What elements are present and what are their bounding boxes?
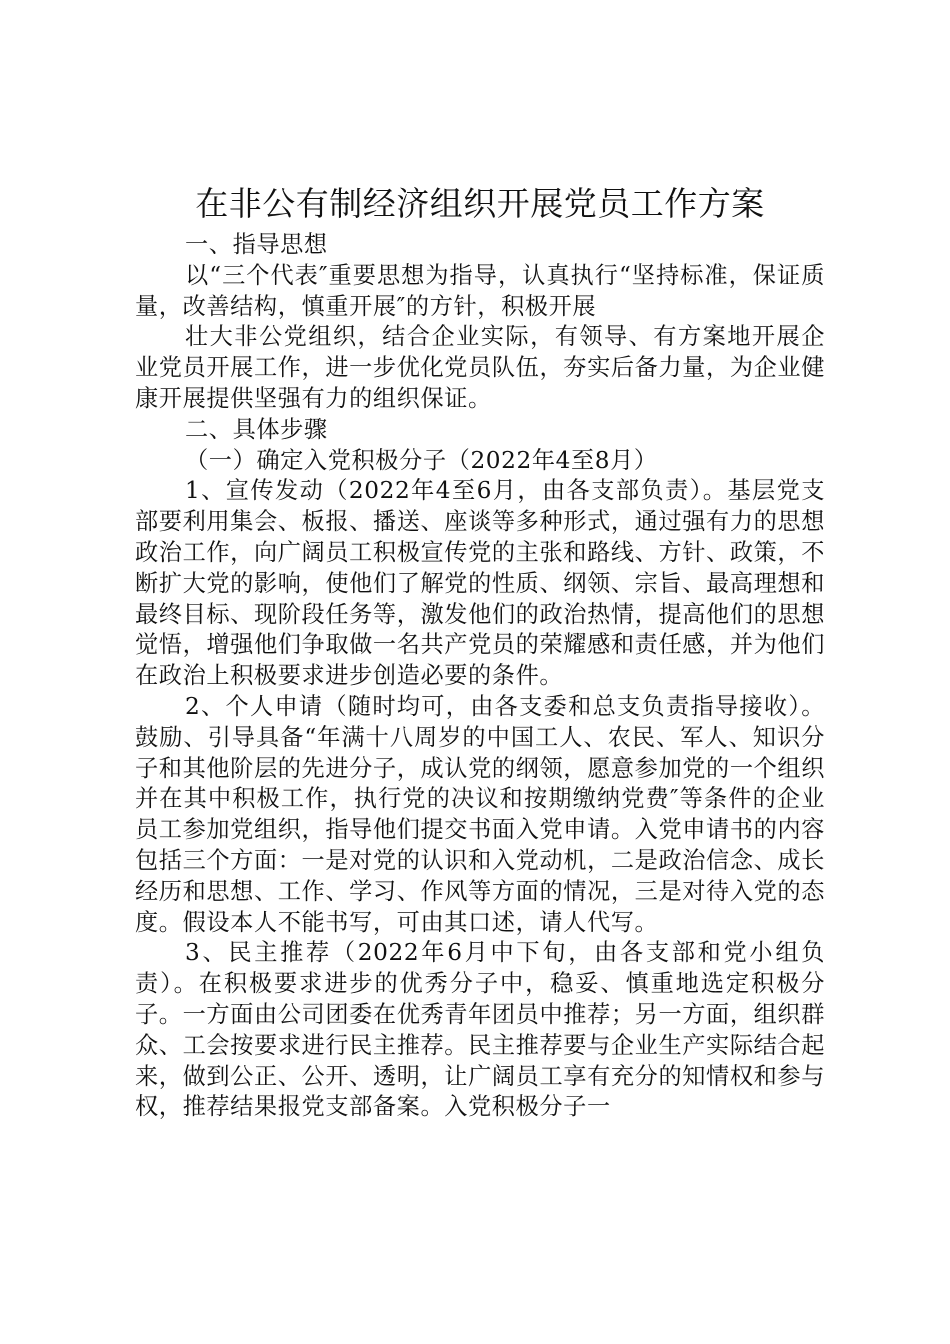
document-page	[135, 178, 825, 1123]
paragraph: 壮大非公党组织，结合企业实际，有领导、有方案地开展企业党员开展工作，进一步优化党员队伍，夯实后备力量，为企业健康开展提供坚强有力的组织保证。	[135, 323, 825, 412]
document-title: 在非公有制经济组织开展党员工作方案	[195, 184, 765, 223]
paragraph: 2、个人申请（随时均可，由各支委和总支负责指导接收）。鼓励、引导具备“年满十八周岁的中国工人、农民、军人、知识分子和其他阶层的先进分子，成认党的纲领，愿意参加党的一个组织并在其中积极工作，执行党的决议和按期缴纳党费″等条件的企业员工参加党组织，指导他们提交书面入党申请。入党申请书的内容包括三个方面：一是对党的认识和入党动机，二是政治信念、成长经历和思想、工作、学习、作风等方面的情况，三是对待入党的态度。假设本人不能书写，可由其口述，请人代写。	[135, 692, 825, 936]
section-heading-guiding-ideology: 一、指导思想	[185, 231, 328, 258]
subsection-heading: （一）确定入党积极分子（2022年4至8月）	[185, 446, 658, 474]
paragraph: 3、民主推荐（2022年6月中下旬，由各支部和党小组负责）。在积极要求进步的优秀分子中，稳妥、慎重地选定积极分子。一方面由公司团委在优秀青年团员中推荐；另一方面，组织群众、工会按要求进行民主推荐。民主推荐要与企业生产实际结合起来，做到公正、公开、透明，让广阔员工享有充分的知情权和参与权，推荐结果报党支部备案。入党积极分子一	[135, 939, 825, 1121]
paragraph: 以“三个代表″重要思想为指导，认真执行“坚持标准，保证质量，改善结构，慎重开展″的方针，积极开展	[135, 261, 825, 320]
section-heading-specific-steps: 二、具体步骤	[185, 415, 328, 443]
paragraph: 1、宣传发动（2022年4至6月，由各支部负责）。基层党支部要利用集会、板报、播送、座谈等多种形式，通过强有力的思想政治工作，向广阔员工积极宣传党的主张和路线、方针、政策，不断扩大党的影响，使他们了解党的性质、纲领、宗旨、最高理想和最终目标、现阶段任务等，激发他们的政治热情，提高他们的思想觉悟，增强他们争取做一名共产党员的荣耀感和责任感，并为他们在政治上积极要求进步创造必要的条件。	[135, 477, 825, 690]
